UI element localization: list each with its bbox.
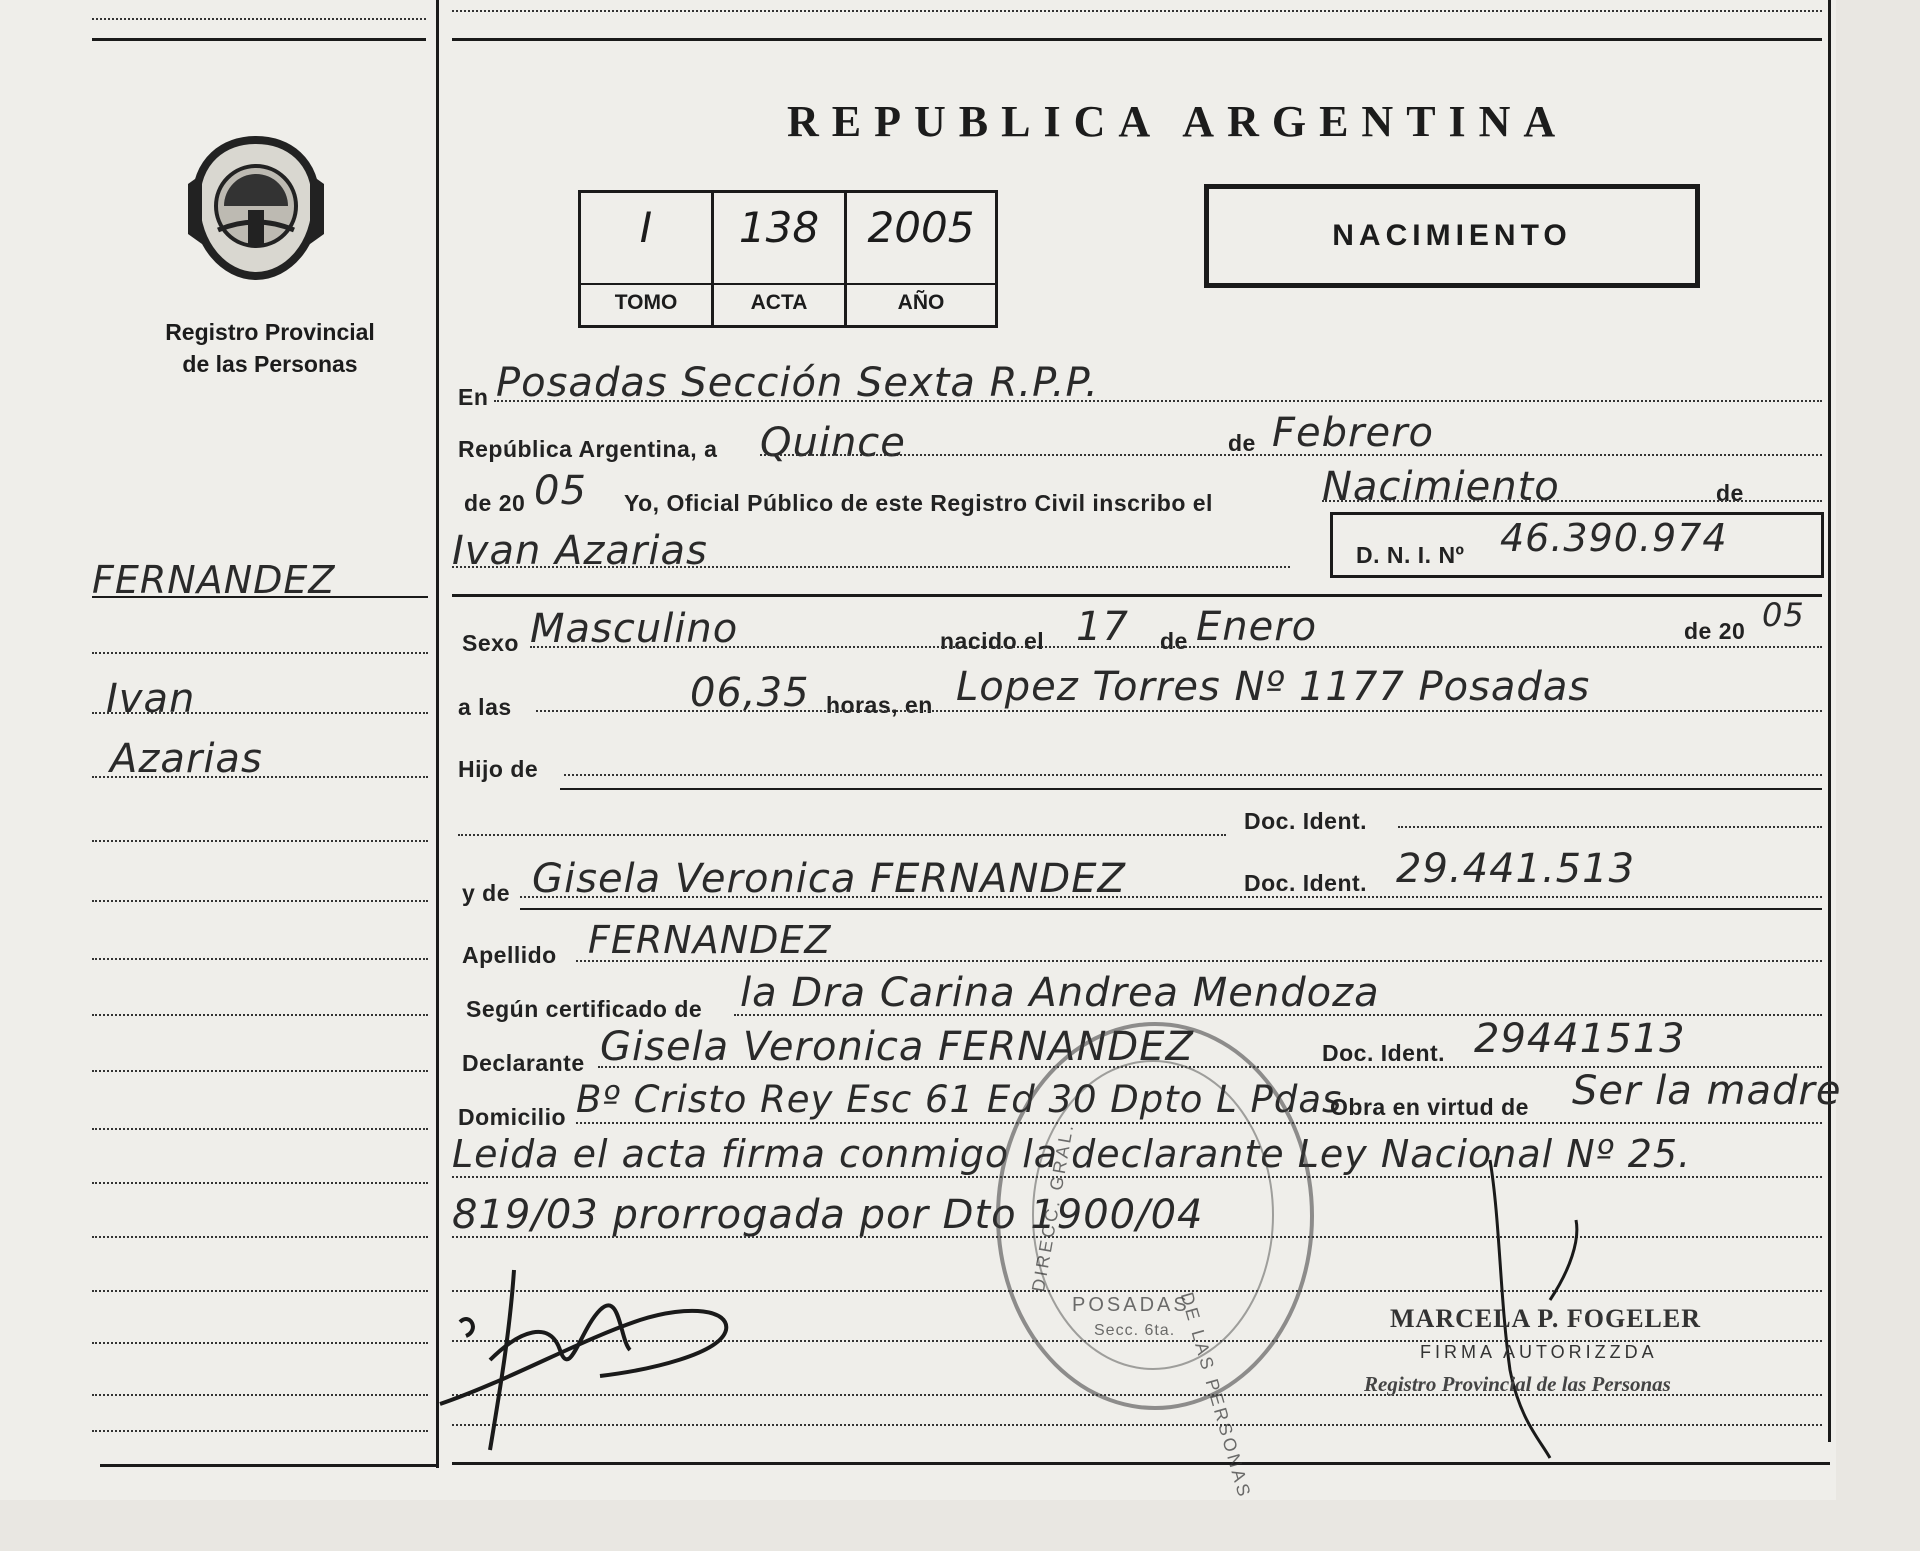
sidebar-dotted-3: [92, 776, 428, 778]
sidebar-dotted-2: [92, 712, 428, 714]
official-name: MARCELA P. FOGELER: [1390, 1304, 1702, 1333]
sidebar-surname: FERNANDEZ: [92, 558, 336, 602]
acta-label: ACTA: [750, 291, 808, 314]
place-line: [494, 400, 1822, 402]
doc-ident-label-1: Doc. Ident.: [1244, 808, 1368, 834]
ano-label: AÑO: [897, 291, 945, 314]
sidebar-dotted-9: [92, 1128, 428, 1130]
birth-time-value: 06,35: [690, 670, 810, 716]
declarante-value: Gisela Veronica FERNANDEZ: [600, 1024, 1194, 1070]
en-label: En: [458, 384, 489, 410]
seal-arc-right: DE LAS PERSONAS: [1176, 1290, 1256, 1502]
sidebar-surname-rule: [92, 596, 428, 598]
declarante-doc-value: 29441513: [1474, 1016, 1686, 1062]
place-value: Posadas Sección Sexta R.P.P.: [496, 360, 1099, 406]
sidebar-dotted-7: [92, 1014, 428, 1016]
segun-value: la Dra Carina Andrea Mendoza: [740, 970, 1380, 1016]
right-border: [1828, 0, 1831, 1442]
inscribo-value: Nacimiento: [1322, 464, 1560, 510]
sidebar-dotted-11: [92, 1236, 428, 1238]
sidebar-dotted-4: [92, 840, 428, 842]
sidebar-dotted-6: [92, 958, 428, 960]
de20-label: de 20: [464, 490, 526, 516]
apellido-line: [576, 960, 1822, 962]
child-name-value: Ivan Azarias: [452, 528, 708, 574]
day-words-value: Quince: [760, 420, 906, 466]
ano-value: 2005: [867, 203, 975, 252]
birth-month-value: Enero: [1196, 604, 1318, 650]
sidebar-dotted-13: [92, 1342, 428, 1344]
horas-label: horas, en: [826, 692, 933, 718]
tomo-label: TOMO: [614, 291, 678, 314]
acta-box: [714, 193, 847, 325]
registry-name: [140, 316, 400, 380]
apellido-value: FERNANDEZ: [588, 918, 832, 962]
child-name-line: [452, 566, 1290, 568]
father-doc-line-b: [1398, 826, 1822, 828]
inscribo-label: Yo, Oficial Público de este Registro Civil inscribo el: [624, 490, 1213, 516]
sidebar-bottom-rule: [100, 1464, 436, 1467]
birth-year-suffix-value: 05: [1762, 596, 1805, 634]
sidebar-dotted-10: [92, 1182, 428, 1184]
hijo-line-2: [560, 788, 1822, 790]
top-dotted-rule: [452, 10, 1822, 12]
official-signature: [1480, 1140, 1620, 1460]
sidebar-dotted-5: [92, 900, 428, 902]
note-line-1: Leida el acta firma conmigo la declarante Ley Nacional Nº 25.: [452, 1132, 1692, 1176]
sidebar-divider: [436, 0, 439, 1468]
mother-doc-value: 29.441.513: [1396, 846, 1636, 892]
nacido-label: nacido el: [940, 628, 1045, 654]
act-type-box: NACIMIENTO: [1204, 184, 1700, 288]
year-suffix-value: 05: [534, 468, 587, 514]
doc-ident-label-3: Doc. Ident.: [1322, 1040, 1446, 1066]
registry-line-2: de las Personas: [182, 351, 358, 377]
inscribo-line: [1322, 500, 1822, 502]
declarante-label: Declarante: [462, 1050, 585, 1076]
sidebar-dotted-1: [92, 652, 428, 654]
obra-label: Obra en virtud de: [1330, 1094, 1529, 1120]
father-doc-line-a: [458, 834, 1226, 836]
birth-day-value: 17: [1076, 604, 1129, 650]
hijo-label: Hijo de: [458, 756, 539, 782]
mother-name-value: Gisela Veronica FERNANDEZ: [532, 856, 1126, 902]
sidebar-top-dotted: [92, 18, 426, 20]
dni-value: 46.390.974: [1500, 516, 1728, 560]
republica-label: República Argentina, a: [458, 436, 718, 462]
sexo-line: [530, 646, 1822, 648]
seal-city: POSADAS: [1072, 1294, 1190, 1316]
birth-place-value: Lopez Torres Nº 1177 Posadas: [956, 664, 1591, 710]
registry-line-1: Registro Provincial: [165, 319, 375, 345]
acta-value: 138: [738, 203, 820, 252]
main-bottom-rule: [452, 1462, 1830, 1465]
province-emblem-icon: [188, 134, 324, 284]
alas-label: a las: [458, 694, 512, 720]
de20-label-2: de 20: [1684, 618, 1746, 644]
apellido-label: Apellido: [462, 942, 557, 968]
mother-line-solid: [520, 908, 1822, 910]
doc-ident-label-2: Doc. Ident.: [1244, 870, 1368, 896]
domicilio-label: Domicilio: [458, 1104, 567, 1130]
sidebar-dotted-15: [92, 1430, 428, 1432]
seal-section: Secc. 6ta.: [1094, 1322, 1176, 1339]
section-rule: [452, 594, 1822, 597]
main-top-rule: [452, 38, 1822, 41]
seal-arc-left: DIRECC. GRAL.: [1028, 1120, 1078, 1294]
domicilio-value: Bº Cristo Rey Esc 61 Ed 30 Dpto L Pdas: [576, 1078, 1343, 1121]
ano-box: [847, 193, 995, 325]
de-label-3: de: [1160, 628, 1188, 654]
dni-label: D. N. I. Nº: [1356, 542, 1465, 568]
month-value: Febrero: [1272, 410, 1434, 456]
de-label-2: de: [1716, 480, 1744, 506]
obra-value: Ser la madre: [1572, 1068, 1842, 1114]
sidebar-given-1: Ivan: [106, 676, 196, 722]
sexo-label: Sexo: [462, 630, 519, 656]
tomo-box: [581, 193, 714, 325]
sidebar-dotted-14: [92, 1394, 428, 1396]
hijo-line-1: [564, 774, 1822, 776]
record-boxes: [578, 190, 998, 328]
de-label: de: [1228, 430, 1256, 456]
sidebar-given-2: Azarias: [110, 736, 263, 782]
mother-line: [520, 896, 1822, 898]
official-registry: Registro Provincial de las Personas: [1364, 1372, 1671, 1396]
official-role: FIRMA AUTORIZZDA: [1420, 1342, 1658, 1362]
tomo-value: I: [639, 203, 653, 252]
note-line-2: 819/03 prorrogada por Dto 1900/04: [452, 1192, 1204, 1238]
segun-label: Según certificado de: [466, 996, 703, 1022]
date-line: [760, 454, 1822, 456]
yde-label: y de: [462, 880, 511, 906]
sexo-value: Masculino: [530, 606, 739, 652]
sidebar-top-rule: [92, 38, 426, 41]
declarant-signature: [430, 1250, 760, 1460]
sidebar-dotted-12: [92, 1290, 428, 1292]
sidebar-dotted-8: [92, 1070, 428, 1072]
time-place-line: [536, 710, 1822, 712]
country-title: REPUBLICA ARGENTINA: [787, 97, 1569, 146]
